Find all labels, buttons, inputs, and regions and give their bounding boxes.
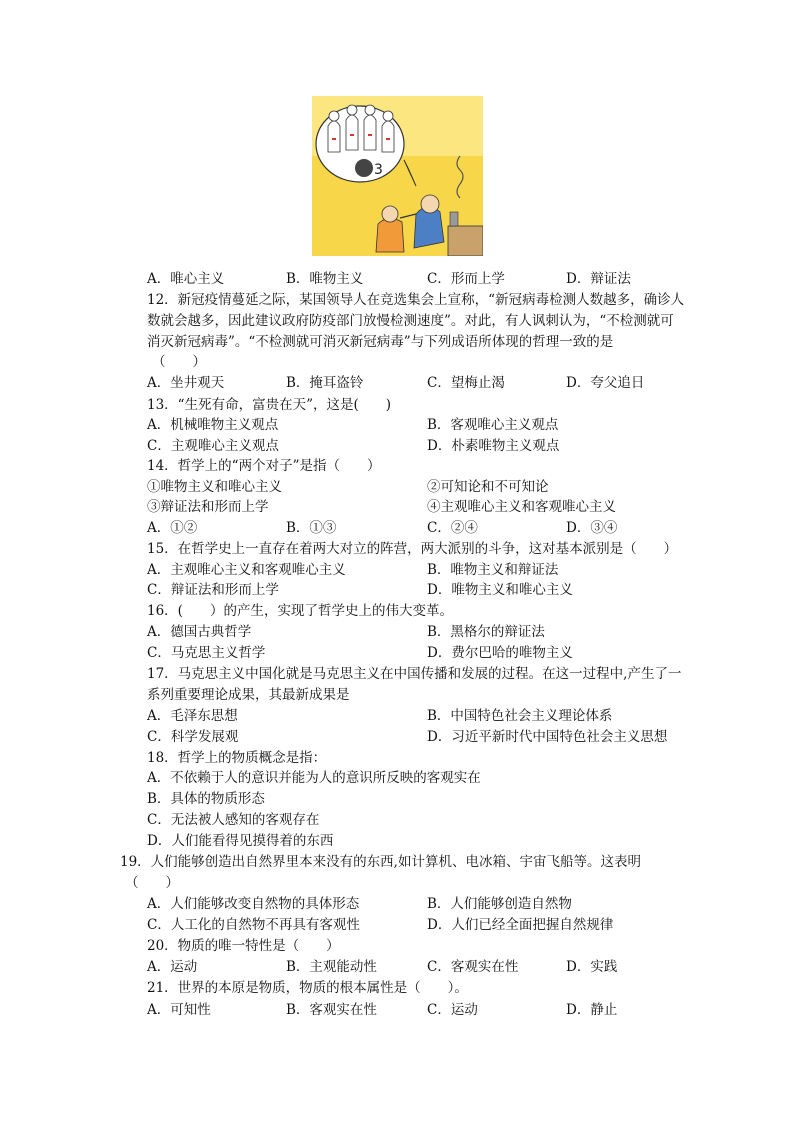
- q17-option-a: A．毛泽东思想: [147, 708, 238, 724]
- q18-option-d: D．人们能看得见摸得着的东西: [147, 833, 334, 849]
- q14-stem: 14．哲学上的“两个对子”是指（ ）: [147, 458, 381, 474]
- q18-option-a: A．不依赖于人的意识并能为人的意识所反映的客观实在: [147, 770, 481, 786]
- q13-option-c: C．主观唯心主义观点: [147, 438, 279, 454]
- q21-stem: 21．世界的本原是物质，物质的根本属性是（ ）。: [147, 980, 468, 996]
- q19-stem-line-2: （ ）: [125, 875, 179, 891]
- q15-option-c: C．辩证法和形而上学: [147, 582, 279, 598]
- q12-option-a: A．坐井观天: [147, 375, 225, 391]
- q21-option-b: B．客观实在性: [286, 1002, 377, 1018]
- q12-option-d: D．夸父追日: [566, 375, 645, 391]
- q20-option-c: C．客观实在性: [427, 959, 519, 975]
- q15-option-a: A．主观唯心主义和客观唯心主义: [147, 562, 346, 578]
- q19-stem-line-1: 19．人们能够创造出自然界里本来没有的东西,如计算机、电冰箱、宇宙飞船等。这表明: [120, 854, 641, 870]
- q19-option-c: C．人工化的自然物不再具有客观性: [147, 917, 360, 933]
- q15-option-b: B．唯物主义和辩证法: [427, 562, 559, 578]
- q14-item-1: ①唯物主义和唯心主义: [147, 479, 282, 495]
- q14-option-d: D．③④: [566, 520, 618, 536]
- q16-option-d: D．费尔巴哈的唯物主义: [427, 645, 573, 661]
- q19-option-b: B．人们能够创造自然物: [427, 896, 572, 912]
- q12-stem-line-4: （ ）: [152, 354, 206, 370]
- q12-option-b: B．掩耳盗铃: [286, 375, 364, 391]
- q20-option-b: B．主观能动性: [286, 959, 377, 975]
- q19-option-a: A．人们能够改变自然物的具体形态: [147, 896, 360, 912]
- q17-stem-line-2: 系列重要理论成果，其最新成果是: [147, 687, 350, 703]
- q13-option-a: A．机械唯物主义观点: [147, 417, 279, 433]
- q11-option-a: A．唯心主义: [147, 271, 225, 287]
- q18-option-c: C．无法被人感知的客观存在: [147, 812, 320, 828]
- q18-stem: 18．哲学上的物质概念是指：: [147, 750, 327, 766]
- q16-option-a: A．德国古典哲学: [147, 624, 252, 640]
- q14-item-3: ③辩证法和形而上学: [147, 499, 269, 515]
- q18-option-b: B．具体的物质形态: [147, 791, 265, 807]
- q20-option-d: D．实践: [566, 959, 618, 975]
- q12-stem-line-3: 消灭新冠病毒”。“不检测就可消灭新冠病毒”与下列成语所体现的哲理一致的是: [147, 334, 614, 350]
- q20-option-a: A．运动: [147, 959, 198, 975]
- q21-option-c: C．运动: [427, 1002, 478, 1018]
- q14-option-b: B．①③: [286, 520, 337, 536]
- q14-item-4: ④主观唯心主义和客观唯心主义: [427, 499, 616, 515]
- q16-option-c: C．马克思主义哲学: [147, 645, 266, 661]
- q16-stem: 16．( ）的产生，实现了哲学史上的伟大变革。: [147, 603, 453, 619]
- svg-text:3: 3: [374, 162, 383, 178]
- q17-stem-line-1: 17．马克思主义中国化就是马克思主义在中国传播和发展的过程。在这一过程中,产生了一: [147, 666, 682, 682]
- q11-option-b: B．唯物主义: [286, 271, 364, 287]
- q16-option-b: B．黑格尔的辩证法: [427, 624, 545, 640]
- q11-option-c: C．形而上学: [427, 271, 505, 287]
- q13-stem: 13．“生死有命，富贵在天”，这是( ): [147, 397, 392, 413]
- q14-option-c: C．②④: [427, 520, 478, 536]
- q17-option-c: C．科学发展观: [147, 729, 239, 745]
- q13-option-d: D．朴素唯物主义观点: [427, 438, 560, 454]
- q21-option-a: A．可知性: [147, 1002, 211, 1018]
- q17-option-d: D．习近平新时代中国特色社会主义思想: [427, 729, 668, 745]
- q15-option-d: D．唯物主义和唯心主义: [427, 582, 573, 598]
- q12-stem-line-1: 12．新冠疫情蔓延之际，某国领导人在竞选集会上宣称，“新冠病毒检测人数越多，确诊人: [147, 292, 685, 308]
- q12-stem-line-2: 数就会越多，因此建议政府防疫部门放慢检测速度”。对此，有人讽刺认为，“不检测就可: [147, 313, 674, 329]
- cartoon-illustration: [312, 96, 483, 256]
- q14-option-a: A．①②: [147, 520, 198, 536]
- q20-stem: 20．物质的唯一特性是（ ）: [147, 938, 340, 954]
- q13-option-b: B．客观唯心主义观点: [427, 417, 559, 433]
- q17-option-b: B．中国特色社会主义理论体系: [427, 708, 613, 724]
- q19-option-d: D．人们已经全面把握自然规律: [427, 917, 614, 933]
- q15-stem: 15．在哲学史上一直存在着两大对立的阵营，两大派别的斗争，这对基本派别是（ ）: [147, 541, 678, 557]
- q11-option-d: D．辩证法: [566, 271, 631, 287]
- q21-option-d: D．静止: [566, 1002, 618, 1018]
- q14-item-2: ②可知论和不可知论: [427, 479, 549, 495]
- q12-option-c: C．望梅止渴: [427, 375, 505, 391]
